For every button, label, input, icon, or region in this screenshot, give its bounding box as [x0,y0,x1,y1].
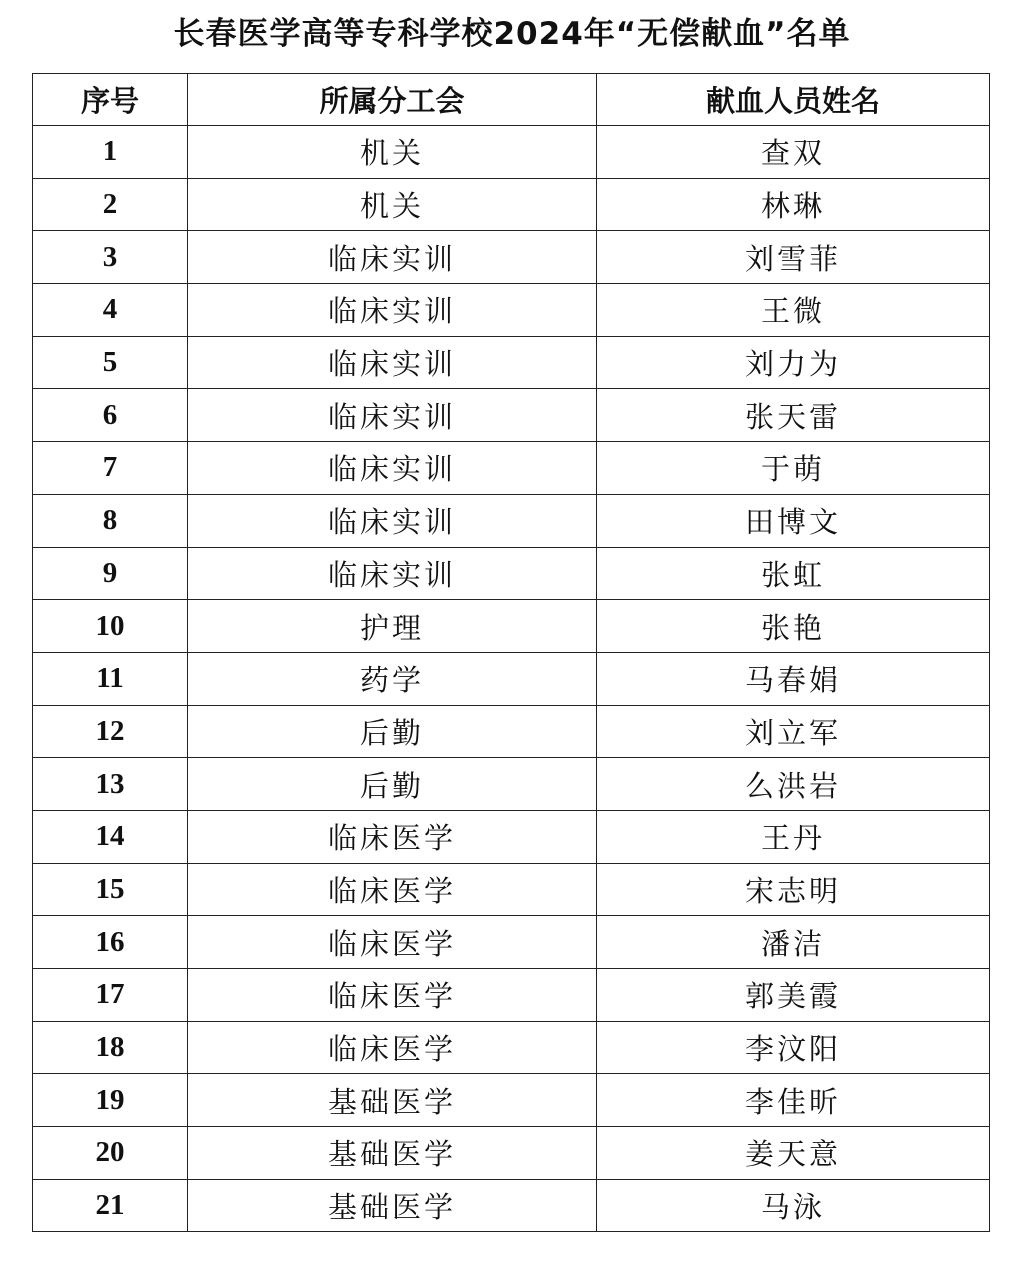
table-row [33,1021,990,1074]
header-union-branch: 所属分工会 [188,74,597,126]
union-branch-cell: 机关 [188,178,597,231]
donor-table [32,73,990,1232]
union-branch-cell: 机关 [188,126,597,179]
union-branch-cell: 临床医学 [188,1021,597,1074]
table-row [33,547,990,600]
table-row [33,336,990,389]
union-branch-cell: 临床实训 [188,284,597,337]
union-branch-cell: 基础医学 [188,1127,597,1180]
serial-number-cell: 15 [33,863,188,916]
donor-name-cell: 李汶阳 [597,1021,990,1074]
serial-number-cell: 3 [33,231,188,284]
serial-number-cell: 4 [33,284,188,337]
serial-number-cell: 2 [33,178,188,231]
serial-number-cell: 18 [33,1021,188,1074]
union-branch-cell: 临床实训 [188,494,597,547]
donor-name-cell: 李佳昕 [597,1074,990,1127]
donor-name-cell: 么洪岩 [597,758,990,811]
union-branch-cell: 后勤 [188,758,597,811]
table-row [33,1074,990,1127]
table-row [33,969,990,1022]
header-serial-number: 序号 [33,74,188,126]
serial-number-cell: 10 [33,600,188,653]
serial-number-cell: 1 [33,126,188,179]
union-branch-cell: 基础医学 [188,1074,597,1127]
union-branch-cell: 临床实训 [188,336,597,389]
serial-number-cell: 16 [33,916,188,969]
serial-number-cell: 11 [33,652,188,705]
table-row [33,494,990,547]
donor-name-cell: 于萌 [597,442,990,495]
serial-number-cell: 7 [33,442,188,495]
donor-name-cell: 马春娟 [597,652,990,705]
table-row [33,916,990,969]
document-title: 长春医学高等专科学校2024年“无偿献血”名单 [173,16,851,52]
donor-name-cell: 张虹 [597,547,990,600]
donor-name-cell: 马泳 [597,1179,990,1232]
table-row [33,1127,990,1180]
union-branch-cell: 临床实训 [188,442,597,495]
donor-name-cell: 潘洁 [597,916,990,969]
donor-name-cell: 姜天意 [597,1127,990,1180]
union-branch-cell: 临床医学 [188,916,597,969]
union-branch-cell: 后勤 [188,705,597,758]
serial-number-cell: 9 [33,547,188,600]
table-row [33,810,990,863]
serial-number-cell: 14 [33,810,188,863]
donor-name-cell: 张艳 [597,600,990,653]
table-row [33,600,990,653]
union-branch-cell: 护理 [188,600,597,653]
donor-name-cell: 田博文 [597,494,990,547]
serial-number-cell: 6 [33,389,188,442]
union-branch-cell: 临床实训 [188,547,597,600]
donor-name-cell: 宋志明 [597,863,990,916]
serial-number-cell: 19 [33,1074,188,1127]
header-donor-name: 献血人员姓名 [597,74,990,126]
donor-name-cell: 郭美霞 [597,969,990,1022]
table-row [33,389,990,442]
table-row [33,178,990,231]
donor-name-cell: 王微 [597,284,990,337]
union-branch-cell: 基础医学 [188,1179,597,1232]
table-row [33,284,990,337]
serial-number-cell: 12 [33,705,188,758]
serial-number-cell: 8 [33,494,188,547]
union-branch-cell: 临床实训 [188,389,597,442]
table-row [33,231,990,284]
table-row [33,652,990,705]
table-row [33,1179,990,1232]
table-row [33,705,990,758]
serial-number-cell: 13 [33,758,188,811]
donor-name-cell: 张天雷 [597,389,990,442]
union-branch-cell: 临床医学 [188,969,597,1022]
union-branch-cell: 临床医学 [188,810,597,863]
table-row [33,758,990,811]
union-branch-cell: 临床实训 [188,231,597,284]
donor-name-cell: 林琳 [597,178,990,231]
serial-number-cell: 20 [33,1127,188,1180]
donor-name-cell: 刘立军 [597,705,990,758]
donor-name-cell: 查双 [597,126,990,179]
table-body [33,126,990,1232]
table-row [33,442,990,495]
union-branch-cell: 药学 [188,652,597,705]
donor-name-cell: 刘力为 [597,336,990,389]
donor-name-cell: 刘雪菲 [597,231,990,284]
union-branch-cell: 临床医学 [188,863,597,916]
serial-number-cell: 5 [33,336,188,389]
serial-number-cell: 21 [33,1179,188,1232]
table-row [33,863,990,916]
serial-number-cell: 17 [33,969,188,1022]
table-row [33,126,990,179]
table-header-row [33,74,990,126]
donor-name-cell: 王丹 [597,810,990,863]
